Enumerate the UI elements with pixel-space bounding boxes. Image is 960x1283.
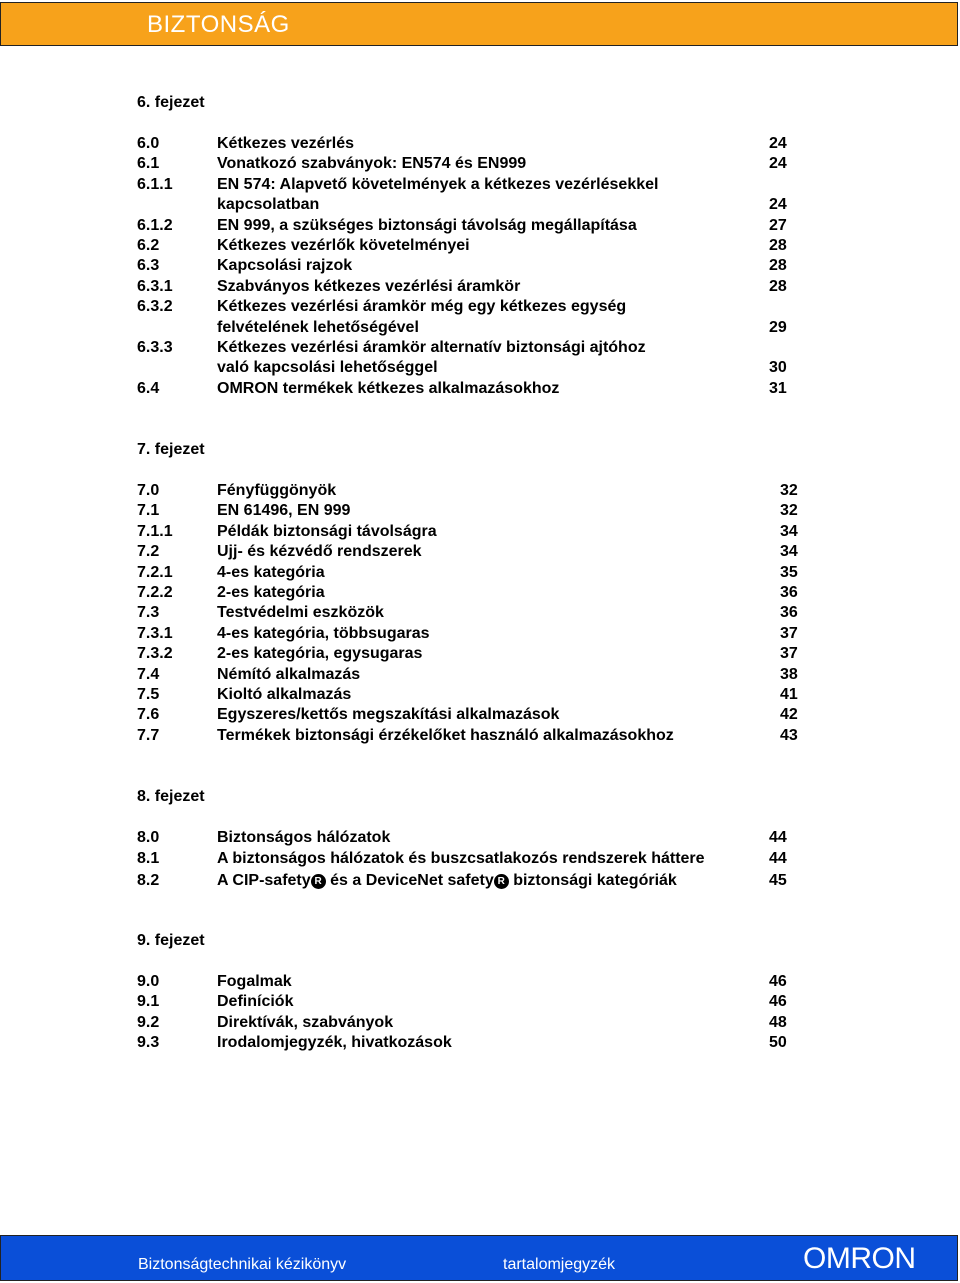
toc-entry: [0, 645, 960, 665]
toc-entry-number: 7.3.2: [137, 645, 173, 663]
toc-entry: [0, 584, 960, 604]
toc-entry-title: Kioltó alkalmazás: [217, 686, 352, 703]
chapter-heading: 6. fejezet: [137, 94, 205, 111]
toc-entry: [0, 339, 960, 359]
toc-entry-title: Szabványos kétkezes vezérlési áramkör: [217, 277, 521, 295]
toc-entry-number: 7.2.2: [137, 584, 173, 601]
toc-entry: [0, 625, 960, 645]
toc-entry-number: 6.2: [137, 237, 160, 254]
toc-entry-page: 41: [780, 686, 798, 703]
toc-entry-title: Termékek biztonsági érzékelőket használó alkalmazásokhoz: [217, 726, 674, 744]
toc-entry-title: Biztonságos hálózatok: [217, 829, 391, 846]
toc-entry: [0, 706, 960, 726]
toc-entry-number: 7.3: [137, 604, 160, 622]
toc-entry-number: 7.2.1: [137, 563, 173, 581]
toc-entry: [0, 278, 960, 298]
toc-entry-page: 35: [780, 563, 798, 581]
toc-entry-page: 45: [769, 871, 787, 889]
toc-entry-page: 38: [780, 665, 798, 683]
toc-entry: [0, 850, 960, 870]
toc-entry-title: Vonatkozó szabványok: EN574 és EN999: [217, 155, 527, 173]
toc-entry: [0, 319, 960, 339]
toc-entry-title: Testvédelmi eszközök: [217, 604, 384, 622]
toc-entry: [0, 543, 960, 563]
toc-entry-number: 6.3: [137, 257, 160, 275]
footer-manual-title: Biztonságtechnikai kézikönyv: [138, 1256, 347, 1273]
toc-entry-page: 42: [780, 706, 798, 724]
registered-mark-icon: R: [311, 874, 326, 889]
toc-entry-number: 7.6: [137, 706, 160, 724]
toc-entry-title: 2-es kategória, egysugaras: [217, 645, 423, 663]
toc-entry: [0, 604, 960, 624]
toc-entry-title-part: biztonsági kategóriák: [508, 871, 677, 889]
toc-entry-page: 36: [780, 584, 798, 601]
toc-entry-title: való kapcsolási lehetőséggel: [217, 359, 438, 377]
toc-entry-page: 43: [780, 726, 798, 744]
toc-entry-title: OMRON termékek kétkezes alkalmazásokhoz: [217, 379, 560, 397]
toc-entry: [0, 196, 960, 216]
toc-entry-page: 46: [769, 993, 787, 1011]
toc-entry-number: 7.1: [137, 502, 160, 520]
toc-entry-title: 2-es kategória: [217, 584, 325, 601]
toc-entry-page: 34: [780, 543, 798, 561]
toc-entry-title: Kétkezes vezérlők követelményei: [217, 237, 470, 254]
toc-entry: [0, 502, 960, 522]
toc-entry-page: 36: [780, 604, 798, 622]
toc-entry-number: 7.2: [137, 543, 160, 561]
toc-entry-number: 6.1.1: [137, 175, 173, 193]
toc-entry: [0, 686, 960, 706]
toc-entry-title: felvételének lehetőségével: [217, 318, 419, 336]
toc-entry-title: Irodalomjegyzék, hivatkozások: [217, 1034, 452, 1052]
toc-entry-page: 37: [780, 624, 798, 642]
toc-entry-page: 28: [769, 237, 787, 254]
toc-entry-title: Fogalmak: [217, 973, 292, 990]
toc-entry-number: 7.3.1: [137, 624, 173, 642]
footer-section-label: tartalomjegyzék: [503, 1256, 616, 1273]
toc-entry-number: 6.4: [137, 379, 160, 397]
toc-entry-page: 48: [769, 1013, 787, 1031]
toc-entry: [0, 727, 960, 747]
toc-entry-number: 6.1.2: [137, 216, 173, 234]
footer-bar: [0, 1235, 958, 1281]
toc-entry-title: Kapcsolási rajzok: [217, 257, 353, 275]
toc-entry: [0, 359, 960, 379]
header-title: BIZTONSÁG: [147, 11, 290, 38]
toc-entry-page: 24: [769, 155, 787, 173]
toc-entry-page: 34: [780, 522, 798, 540]
toc-entry: [0, 993, 960, 1013]
toc-entry-number: 7.0: [137, 482, 160, 499]
toc-entry-title: Direktívák, szabványok: [217, 1013, 394, 1031]
toc-entry-title: kapcsolatban: [217, 196, 320, 214]
toc-entry-title-part: A CIP-safety: [217, 871, 311, 889]
toc-entry-number: 7.7: [137, 726, 160, 744]
toc-entry-title: Kétkezes vezérlési áramkör alternatív biztonsági ajtóhoz: [217, 339, 646, 356]
toc-entry: [0, 217, 960, 237]
toc-entry-page: 24: [769, 196, 787, 214]
toc-entry-page: 27: [769, 216, 787, 234]
toc-entry-title: Egyszeres/kettős megszakítási alkalmazások: [217, 706, 560, 724]
toc-entry: [0, 564, 960, 584]
toc-entry: [0, 380, 960, 400]
toc-entry-number: 9.2: [137, 1013, 160, 1031]
toc-entry-number: 6.3.3: [137, 339, 173, 356]
toc-entry-page: 28: [769, 257, 787, 275]
toc-entry-page: 24: [769, 135, 787, 152]
omron-logo: OMRON: [803, 1242, 916, 1275]
toc-entry: [0, 872, 960, 892]
toc-entry-page: 32: [780, 502, 798, 520]
toc-entry: [0, 155, 960, 175]
toc-entry-title: Fényfüggönyök: [217, 482, 337, 499]
toc-entry-title: Példák biztonsági távolságra: [217, 522, 437, 540]
toc-entry: [0, 666, 960, 686]
toc-entry-number: 7.4: [137, 665, 160, 683]
toc-entry-number: 6.0: [137, 135, 160, 152]
toc-entry-number: 8.1: [137, 850, 160, 868]
chapter-heading: 9. fejezet: [137, 932, 205, 949]
toc-entry-page: 31: [769, 379, 787, 397]
toc-entry: [0, 176, 960, 196]
toc-entry: [0, 298, 960, 318]
toc-entry-number: 7.1.1: [137, 522, 173, 540]
toc-entry: [0, 1014, 960, 1034]
toc-entry: [0, 523, 960, 543]
toc-entry-page: 30: [769, 359, 787, 377]
toc-entry-number: 6.3.2: [137, 298, 173, 316]
toc-entry-title: Némító alkalmazás: [217, 665, 361, 683]
toc-entry: [0, 1034, 960, 1054]
toc-entry-title: EN 61496, EN 999: [217, 502, 351, 520]
toc-entry-number: 9.3: [137, 1034, 160, 1052]
toc-entry: [0, 135, 960, 155]
toc-entry-title: Ujj- és kézvédő rendszerek: [217, 543, 422, 561]
chapter-heading: 7. fejezet: [137, 441, 205, 458]
toc-entry-title: [217, 872, 677, 890]
toc-entry-number: 8.2: [137, 871, 160, 889]
toc-entry-number: 9.1: [137, 993, 160, 1011]
toc-entry: [0, 973, 960, 993]
toc-entry: [0, 237, 960, 257]
toc-entry-title: EN 574: Alapvető követelmények a kétkezes vezérlésekkel: [217, 175, 659, 193]
toc-entry: [0, 829, 960, 849]
toc-entry-page: 50: [769, 1034, 787, 1052]
toc-entry-page: 32: [780, 482, 798, 499]
toc-entry-page: 37: [780, 645, 798, 663]
header-bar: [0, 2, 958, 46]
toc-entry-page: 28: [769, 277, 787, 295]
toc-entry: [0, 257, 960, 277]
toc-entry-page: 29: [769, 318, 787, 336]
toc-entry-number: 8.0: [137, 829, 160, 846]
toc-entry-title-part: és a DeviceNet safety: [325, 871, 494, 889]
toc-entry-title: A biztonságos hálózatok és buszcsatlakozós rendszerek háttere: [217, 850, 705, 868]
toc-entry: [0, 482, 960, 502]
toc-entry-number: 6.3.1: [137, 277, 173, 295]
toc-entry-page: 44: [769, 829, 787, 846]
toc-entry-number: 9.0: [137, 973, 160, 990]
chapter-heading: 8. fejezet: [137, 788, 205, 805]
toc-entry-page: 44: [769, 850, 787, 868]
toc-entry-page: 46: [769, 973, 787, 990]
registered-mark-icon: R: [494, 874, 509, 889]
toc-entry-number: 6.1: [137, 155, 160, 173]
toc-entry-title: 4-es kategória, többsugaras: [217, 624, 430, 642]
toc-entry-title: EN 999, a szükséges biztonsági távolság megállapítása: [217, 216, 637, 234]
toc-entry-number: 7.5: [137, 686, 160, 703]
toc-entry-title: Kétkezes vezérlés: [217, 135, 354, 152]
toc-entry-title: Kétkezes vezérlési áramkör még egy kétkezes egység: [217, 298, 627, 316]
toc-entry-title: 4-es kategória: [217, 563, 325, 581]
toc-entry-title: Definíciók: [217, 993, 294, 1011]
